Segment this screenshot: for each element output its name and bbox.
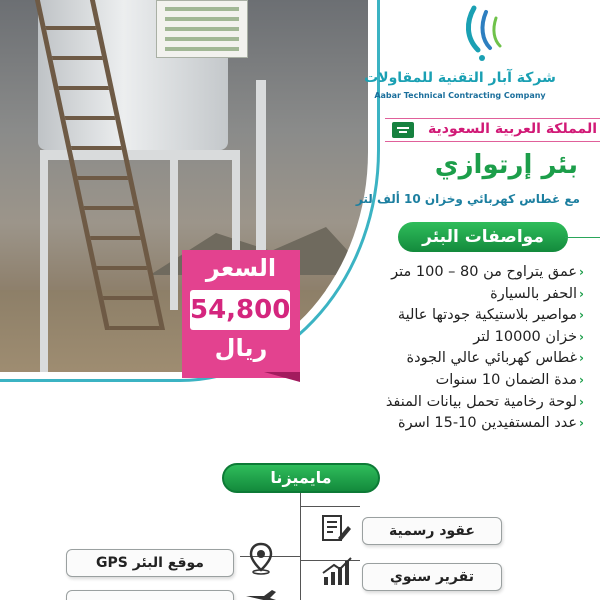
specs-header-text: مواصفات البئر <box>422 227 544 247</box>
list-item: ‹مواصير بلاستيكية جودتها عالية <box>397 307 584 324</box>
specs-header <box>398 222 568 252</box>
advantages-header-text: مايميزنا <box>270 468 332 487</box>
list-item: ‹غطاس كهربائي عالي الجودة <box>406 350 584 367</box>
price-value: 54,800 <box>190 290 290 330</box>
kingdom-banner <box>385 118 600 142</box>
growth-chart-icon <box>320 555 354 589</box>
advantage-official-contracts: عقود رسمية <box>362 517 502 545</box>
advantages-header <box>222 463 380 493</box>
kingdom-text: المملكة العربية السعودية <box>428 121 597 137</box>
plane-icon <box>244 586 278 600</box>
tank-label <box>156 0 248 58</box>
page-subtitle: مع غطاس كهربائي وخزان 10 ألف لتر <box>355 192 580 206</box>
list-item: ‹لوحة رخامية تحمل بيانات المنفذ <box>385 393 584 410</box>
advantage-annual-report: تقرير سنوي <box>362 563 502 591</box>
chevron-left-icon: ‹ <box>579 308 584 323</box>
chevron-left-icon: ‹ <box>579 394 584 409</box>
stand-pole <box>256 80 266 250</box>
chevron-left-icon: ‹ <box>579 372 584 387</box>
connector-line <box>300 506 360 507</box>
price-currency: ريال <box>214 334 268 362</box>
chevron-left-icon: ‹ <box>579 329 584 344</box>
price-label: السعر <box>205 254 277 282</box>
company-name-arabic: شركة آبار التقنية للمقاولات <box>364 70 556 86</box>
contract-document-icon <box>318 512 352 546</box>
price-box <box>182 250 300 378</box>
advantage-gps-location: موقع البئر GPS <box>66 549 234 577</box>
advantage-partial-box <box>66 590 234 600</box>
list-item: ‹خزان 10000 لتر <box>473 328 584 345</box>
stand-leg-left <box>40 160 48 372</box>
page-title: بئر إرتوازي <box>434 150 578 180</box>
chevron-left-icon: ‹ <box>579 265 584 279</box>
stand-leg-middle <box>170 160 178 310</box>
location-pin-icon <box>244 541 278 575</box>
list-item: ‹عمق يتراوح من 80 – 100 متر <box>391 264 584 280</box>
company-name-english: Aabar Technical Contracting Company <box>374 91 546 100</box>
spec-list <box>304 264 584 437</box>
chevron-left-icon: ‹ <box>579 286 584 301</box>
list-item: ‹الحفر بالسيارة <box>490 285 584 302</box>
saudi-flag-icon <box>392 122 414 138</box>
list-item: ‹مدة الضمان 10 سنوات <box>435 371 584 388</box>
advantages-connector-vertical <box>300 493 301 600</box>
chevron-left-icon: ‹ <box>579 416 584 431</box>
chevron-left-icon: ‹ <box>579 351 584 366</box>
company-logo-icon <box>452 4 512 64</box>
list-item: ‹عدد المستفيدين 10-15 اسرة <box>398 415 584 432</box>
specs-header-line <box>565 237 600 238</box>
